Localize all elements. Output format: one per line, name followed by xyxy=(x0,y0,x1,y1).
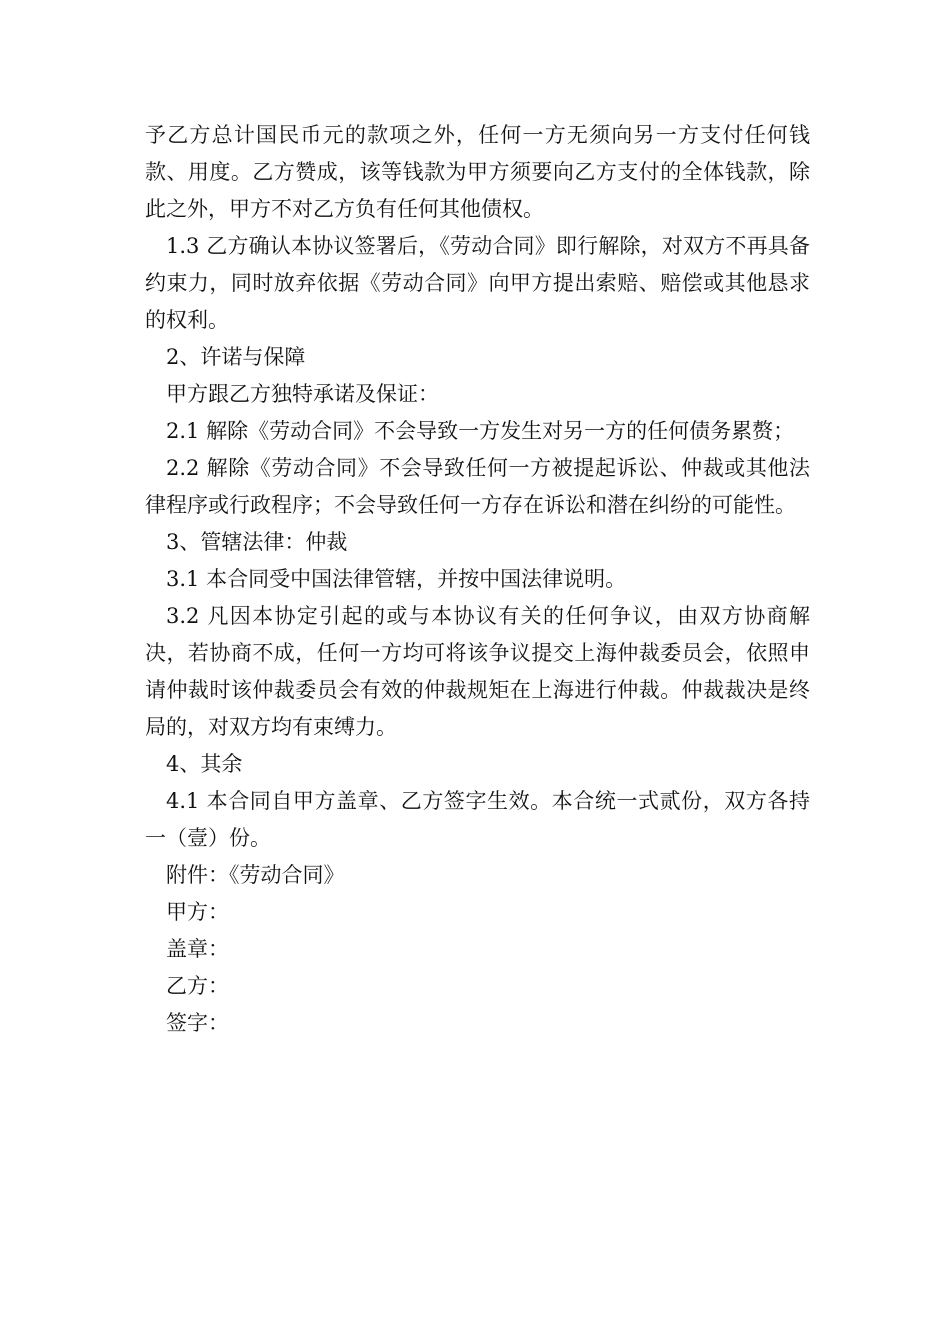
paragraph-joint-promise: 甲方跟乙方独特承诺及保证： xyxy=(166,382,439,406)
attachment-line: 附件：《劳动合同》 xyxy=(166,863,345,887)
paragraph-clause-3-2: 3.2 凡因本协定引起的或与本协议有关的任何争议，由双方协商解决，若协商不成，任何一方均可将该争议提交上海仲裁委员会，依照申请仲裁时该仲裁委员会有效的仲裁规矩在上海进行仲裁。仲裁裁决是终局的，对双方均有束缚力。 xyxy=(145,604,810,739)
paragraph-clause-3-1: 3.1 本合同受中国法律管辖，并按中国法律说明。 xyxy=(166,567,627,591)
paragraph-payment-continuation: 予乙方总计国民币元的款项之外，任何一方无须向另一方支付任何钱款、用度。乙方赞成，该等钱款为甲方须要向乙方支付的全体钱款，除此之外，甲方不对乙方负有任何其他债权。 xyxy=(145,123,810,221)
party-a-line: 甲方： xyxy=(166,900,229,924)
party-b-line: 乙方： xyxy=(166,974,229,998)
section-heading-4: 4、其余 xyxy=(166,752,243,776)
seal-line: 盖章： xyxy=(166,937,229,961)
paragraph-clause-2-1: 2.1 解除《劳动合同》不会导致一方发生对另一方的任何债务累赘； xyxy=(166,419,795,443)
document-body xyxy=(145,117,810,1042)
section-heading-3: 3、管辖法律：仲裁 xyxy=(166,530,348,554)
paragraph-clause-2-2: 2.2 解除《劳动合同》不会导致任何一方被提起诉讼、仲裁或其他法律程序或行政程序；不会导致任何一方存在诉讼和潜在纠纷的可能性。 xyxy=(145,456,810,517)
paragraph-clause-4-1: 4.1 本合同自甲方盖章、乙方签字生效。本合统一式贰份，双方各持一（壹）份。 xyxy=(145,789,810,850)
paragraph-clause-1-3: 1.3 乙方确认本协议签署后，《劳动合同》即行解除，对双方不再具备约束力，同时放弃依据《劳动合同》向甲方提出索赔、赔偿或其他恳求的权利。 xyxy=(145,234,810,332)
signature-line: 签字： xyxy=(166,1011,229,1035)
section-heading-2: 2、许诺与保障 xyxy=(166,345,306,369)
